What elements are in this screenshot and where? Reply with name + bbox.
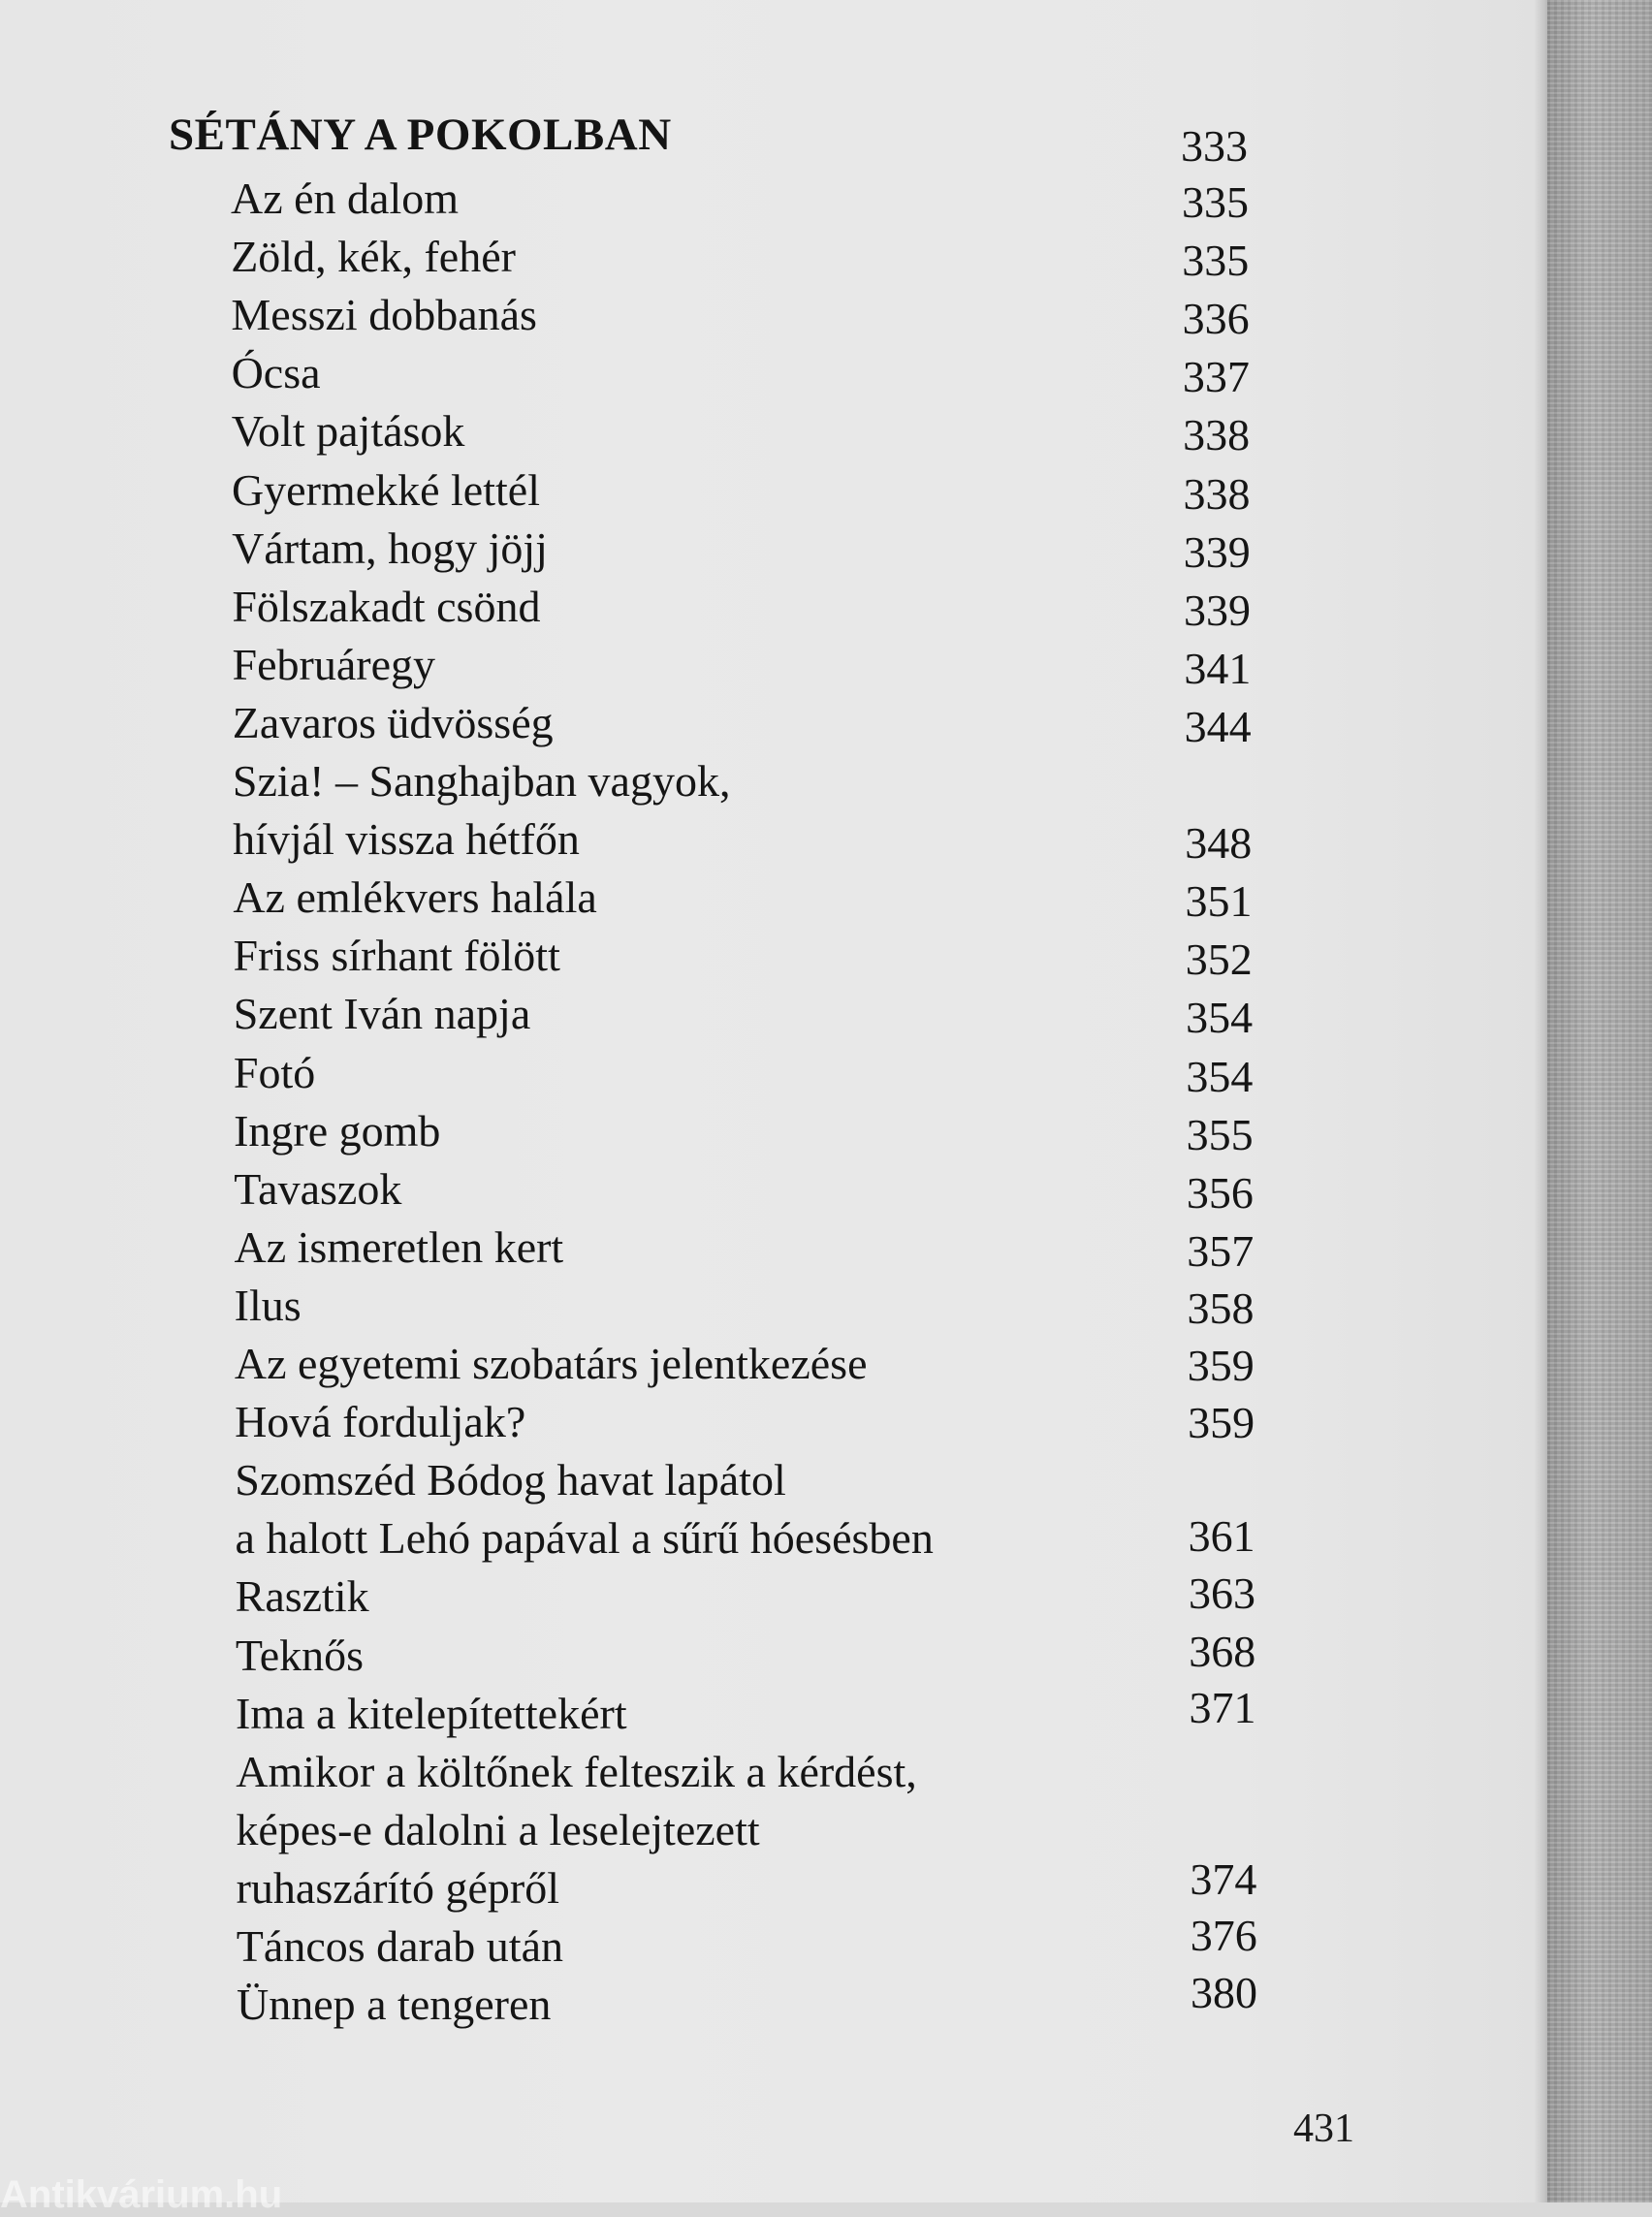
toc-entry-page-number: 376 xyxy=(1190,1911,1257,1960)
toc-entry-page-number: 358 xyxy=(1187,1283,1255,1333)
toc-entry-title-line: Az egyetemi szobatárs jelentkezése xyxy=(234,1339,868,1388)
toc-entry-page-number: 351 xyxy=(1185,876,1253,927)
toc-entry-title-line: Fölszakadt csönd xyxy=(232,581,541,631)
toc-entry-title-line: Volt pajtások xyxy=(231,406,465,457)
toc-entry-page-number: 355 xyxy=(1186,1109,1254,1159)
toc-entry-page-number: 338 xyxy=(1183,410,1251,460)
toc-entry-title-line: Februáregy xyxy=(232,639,436,689)
section-page-number: 333 xyxy=(1181,121,1248,171)
toc-entry-title-line: Szomszéd Bódog havat lapátol xyxy=(235,1455,786,1505)
toc-entry-title-line: Zöld, kék, fehér xyxy=(231,232,516,282)
toc-entry-title-line: ruhaszárító gépről xyxy=(236,1862,559,1913)
toc-entry-title-line: Hová forduljak? xyxy=(235,1397,526,1447)
toc-entry-page-number: 371 xyxy=(1189,1682,1256,1732)
toc-entry-title-line: Tavaszok xyxy=(234,1163,402,1214)
toc-entry-page-number: 357 xyxy=(1187,1225,1255,1276)
toc-entry-title-line: Ima a kitelepítettekért xyxy=(236,1688,627,1738)
toc-entry-title-line: Az emlékvers halála xyxy=(233,872,597,923)
toc-entry-page-number: 336 xyxy=(1182,294,1250,344)
toc-entry-title-line: Ócsa xyxy=(231,348,321,398)
toc-entry-page-number: 348 xyxy=(1185,818,1253,869)
toc-entry-title-line: Rasztik xyxy=(235,1571,369,1622)
toc-entry-title-line: Ilus xyxy=(234,1280,302,1330)
toc-entry-title-line: Fotó xyxy=(233,1047,316,1097)
toc-entry-page-number: 335 xyxy=(1182,177,1249,227)
toc-entry-title-line: Amikor a költőnek felteszik a kérdést, xyxy=(236,1746,917,1796)
toc-entry-page-number: 354 xyxy=(1186,1051,1254,1101)
toc-entry-title-line: Friss sírhant fölött xyxy=(233,931,560,981)
toc-entry-page-number: 341 xyxy=(1184,643,1252,693)
toc-entry-page-number: 338 xyxy=(1183,468,1251,519)
toc-entry-title-line: Messzi dobbanás xyxy=(231,290,537,340)
toc-entry-page-number: 352 xyxy=(1185,934,1253,985)
section-title: SÉTÁNY A POKOLBAN xyxy=(169,110,672,160)
toc-entry-page-number: 374 xyxy=(1190,1853,1257,1904)
folio-page-number: 431 xyxy=(1293,2106,1354,2151)
toc-entry-page-number: 359 xyxy=(1188,1398,1255,1448)
toc-entry-title-line: Gyermekké lettél xyxy=(231,464,540,515)
toc-entry-page-number: 363 xyxy=(1188,1568,1255,1619)
toc-entry-title-line: a halott Lehó papával a sűrű hóesésben xyxy=(235,1513,934,1564)
toc-entry-page-number: 359 xyxy=(1187,1341,1255,1390)
toc-entry-page-number: 335 xyxy=(1182,236,1250,286)
toc-entry-page-number: 354 xyxy=(1186,993,1254,1043)
toc-entry-title-line: hívjál vissza hétfőn xyxy=(233,814,580,865)
toc-entry-title-line: Vártam, hogy jöjj xyxy=(232,523,548,573)
toc-entry-page-number: 339 xyxy=(1184,585,1252,635)
toc-entry-title-line: Szia! – Sanghajban vagyok, xyxy=(232,756,731,806)
book-spine xyxy=(1547,0,1652,2202)
toc-entry-title-line: Szent Iván napja xyxy=(233,989,531,1039)
toc-entry-title-line: képes-e dalolni a leselejtezett xyxy=(236,1804,760,1854)
toc-entry-title-line: Teknős xyxy=(235,1630,365,1680)
toc-entry-page-number: 361 xyxy=(1188,1511,1255,1562)
toc-entry-title-line: Zavaros üdvösség xyxy=(232,697,554,747)
toc-entry-title-line: Az én dalom xyxy=(231,174,460,223)
toc-entry-page-number: 368 xyxy=(1189,1626,1256,1676)
toc-entry-title-line: Táncos darab után xyxy=(236,1921,563,1971)
toc-entry-page-number: 337 xyxy=(1182,352,1250,402)
toc-entry-title-line: Ingre gomb xyxy=(234,1105,441,1156)
toc-entry-title-line: Ünnep a tengeren xyxy=(237,1979,552,2030)
watermark: Antikvárium.hu xyxy=(0,2173,283,2216)
toc-entry-page-number: 380 xyxy=(1191,1968,1257,2018)
toc-entry-title-line: Az ismeretlen kert xyxy=(234,1221,564,1272)
toc-entry-page-number: 356 xyxy=(1186,1167,1254,1218)
toc-entry-page-number: 339 xyxy=(1183,526,1251,577)
toc-entry-page-number: 344 xyxy=(1184,701,1252,751)
